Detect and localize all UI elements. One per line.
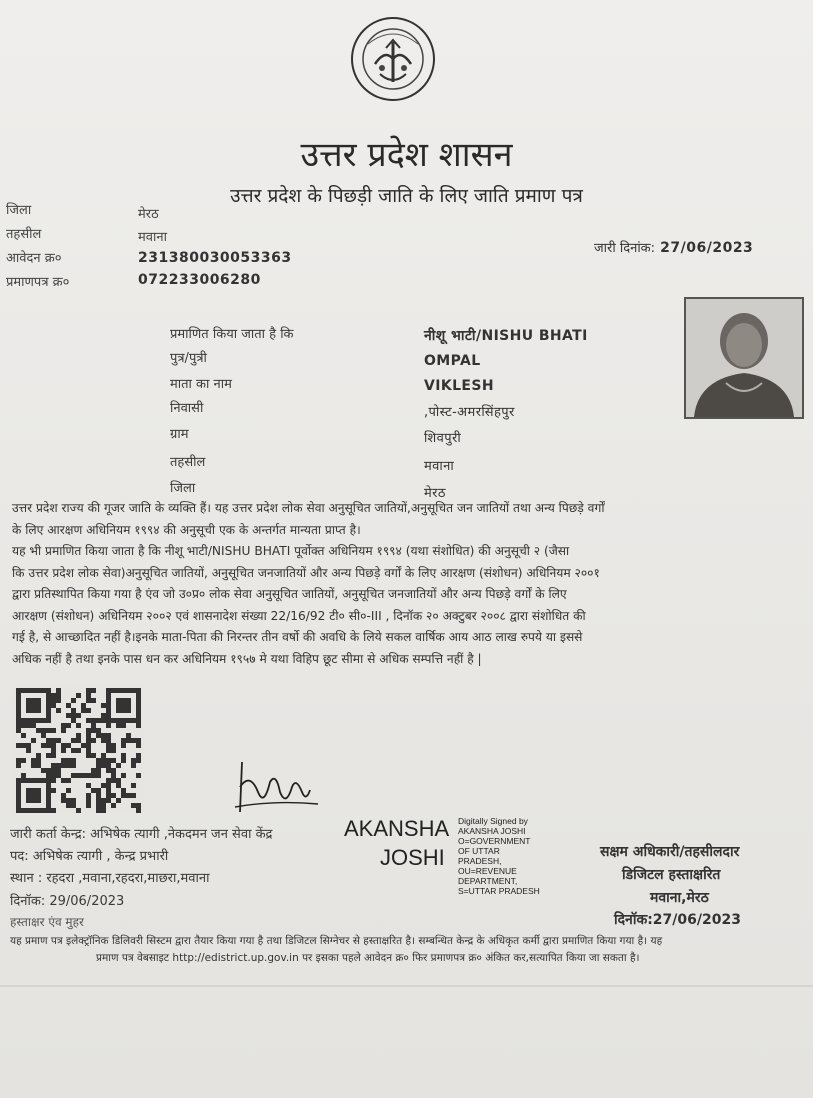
issue-date bbox=[594, 237, 753, 256]
detail-label: तहसील bbox=[170, 455, 206, 470]
district-value: मेरठ bbox=[138, 207, 159, 222]
body-line: उत्तर प्रदेश राज्य की गूजर जाति के व्यक्ति हैं। यह उत्तर प्रदेश लोक सेवा अनुसूचित जातियों,अनुसूचित जन जातियों तथा अन्य पिछड़े वर्गों bbox=[12, 501, 605, 515]
application-number: 231380030053363 bbox=[138, 250, 292, 266]
detail-label: जिला bbox=[170, 481, 196, 496]
tehsil-detail-value: मवाना bbox=[424, 459, 455, 474]
body-line: द्वारा प्रतिस्थापित किया गया है एंव जो उ०प्र० लोक सेवा अनुसूचित जातियों, अनुसूचित जनजातियों और अन्य पिछड़े वर्गों के लिए bbox=[12, 587, 567, 601]
digital-signature-details bbox=[458, 816, 540, 896]
signature-detail-line: Digitally Signed by bbox=[458, 816, 528, 826]
signature-detail-line: OF UTTAR bbox=[458, 846, 500, 856]
authority-title: सक्षम अधिकारी/तहसीलदार bbox=[600, 844, 740, 860]
authority-signed: डिजिटल हस्ताक्षरित bbox=[622, 867, 721, 883]
body-line: कि उत्तर प्रदेश लोक सेवा)अनुसूचित जातियों, अनुसूचित जनजातियों और अन्य पिछड़े वर्गों के लिए आरक्षण (संशोधन) अधिनियम २००१ bbox=[12, 565, 600, 580]
issuer-place: स्थान : रहदरा ,मवाना,रहदरा,माछरा,मवाना bbox=[10, 871, 210, 886]
tehsil-label: तहसील bbox=[6, 227, 42, 242]
authority-place: मवाना,मेरठ bbox=[650, 890, 709, 906]
digital-signer-last-name: JOSHI bbox=[380, 845, 445, 870]
parent-name: OMPAL bbox=[424, 353, 481, 369]
body-text bbox=[12, 498, 812, 670]
certificate-number: 072233006280 bbox=[138, 272, 261, 288]
detail-label: प्रमाणित किया जाता है कि bbox=[170, 327, 294, 342]
body-line: के लिए आरक्षण अधिनियम १९९४ की अनुसूची एक के अन्तर्गत मान्यता प्राप्त है। bbox=[12, 522, 361, 537]
body-line: गई है, से आच्छादित नहीं है।इनके माता-पिता की निरन्तर तीन वर्षो की अवधि के लिये सकल वार्षिक आय आठ लाख रुपये या इससे bbox=[12, 630, 583, 644]
tehsil-value: मवाना bbox=[138, 230, 167, 245]
authority-date: दिनॉक:27/06/2023 bbox=[614, 912, 741, 928]
signature-detail-line: PRADESH, bbox=[458, 856, 502, 866]
detail-label: माता का नाम bbox=[170, 377, 232, 392]
page-title: उत्तर प्रदेश शासन bbox=[300, 135, 513, 175]
digital-signer-first-name: AKANSHA bbox=[344, 816, 450, 841]
issue-date-label: जारी दिनांक: bbox=[594, 241, 656, 256]
issuer-center: जारी कर्ता केन्द्र: अभिषेक त्यागी ,नेकदमन जन सेवा केंद्र bbox=[10, 827, 273, 842]
issue-date-value: 27/06/2023 bbox=[660, 240, 754, 256]
village-value: शिवपुरी bbox=[424, 431, 462, 446]
signature-detail-line: AKANSHA JOSHI bbox=[458, 826, 526, 836]
detail-label: पुत्र/पुत्री bbox=[170, 351, 207, 366]
certificate-label: प्रमाणपत्र क्र० bbox=[6, 275, 70, 290]
body-line: अधिक नहीं है तथा इनके पास धन कर अधिनियम १९५७ मे यथा विहिप छूट सीमा से अधिक सम्पत्ति नहीं है | bbox=[12, 651, 482, 666]
footer-line: यह प्रमाण पत्र इलेक्ट्रॉनिक डिलिवरी सिस्टम द्वारा तैयार किया गया है तथा डिजिटल सिग्नेचर से हस्ताक्षरित है। सम्बन्धित केन्द्र के अधिकृत कर्मी द्वारा प्रमाणित किया गया है। यह bbox=[10, 935, 663, 947]
person-silhouette-icon bbox=[686, 299, 802, 417]
applicant-photo bbox=[684, 297, 804, 419]
application-label: आवेदन क्र० bbox=[6, 251, 62, 266]
qr-code-icon bbox=[14, 686, 144, 814]
residence-value: ,पोस्ट-अमरसिंहपुर bbox=[424, 405, 515, 420]
applicant-name: नीशू भाटी/NISHU BHATI bbox=[424, 328, 588, 344]
detail-label: ग्राम bbox=[170, 427, 189, 442]
detail-label: निवासी bbox=[170, 401, 204, 416]
district-detail-value: मेरठ bbox=[424, 486, 446, 501]
up-government-emblem-icon bbox=[350, 4, 436, 110]
mother-name: VIKLESH bbox=[424, 378, 494, 394]
signature-detail-line: OU=REVENUE bbox=[458, 866, 517, 876]
page-subtitle: उत्तर प्रदेश के पिछड़ी जाति के लिए जाति प्रमाण पत्र bbox=[230, 185, 583, 207]
district-label: जिला bbox=[6, 203, 32, 218]
handwritten-signature bbox=[230, 752, 320, 822]
signature-detail-line: S=UTTAR PRADESH bbox=[458, 886, 540, 896]
issuer-seal: हस्ताक्षर एंव मुहर bbox=[10, 915, 84, 929]
issuer-post: पद: अभिषेक त्यागी , केन्द्र प्रभारी bbox=[10, 849, 169, 864]
footer-line: प्रमाण पत्र वेबसाइट http://edistrict.up.gov.in पर इसका पहले आवेदन क्र० फिर प्रमाणपत्र क्र० अंकित कर,सत्यापित किया जा सकता है। bbox=[96, 952, 640, 964]
body-line: यह भी प्रमाणित किया जाता है कि नीशू भाटी/NISHU BHATI पूर्वोक्त अधिनियम १९९४ (यथा संशोधित) की अनुसूची २ (जैसा bbox=[12, 544, 570, 558]
issuer-date: दिनॉक: 29/06/2023 bbox=[10, 894, 125, 909]
signature-detail-line: DEPARTMENT, bbox=[458, 876, 518, 886]
body-line: आरक्षण (संशोधन) अधिनियम २००२ एवं शासनादेश संख्या 22/16/92 टी० सी०-III , दिनॉक २० अक्टुबर २००८ द्वारा संशोधित की bbox=[12, 608, 586, 623]
paper-fold bbox=[0, 985, 813, 987]
signature-detail-line: O=GOVERNMENT bbox=[458, 836, 531, 846]
